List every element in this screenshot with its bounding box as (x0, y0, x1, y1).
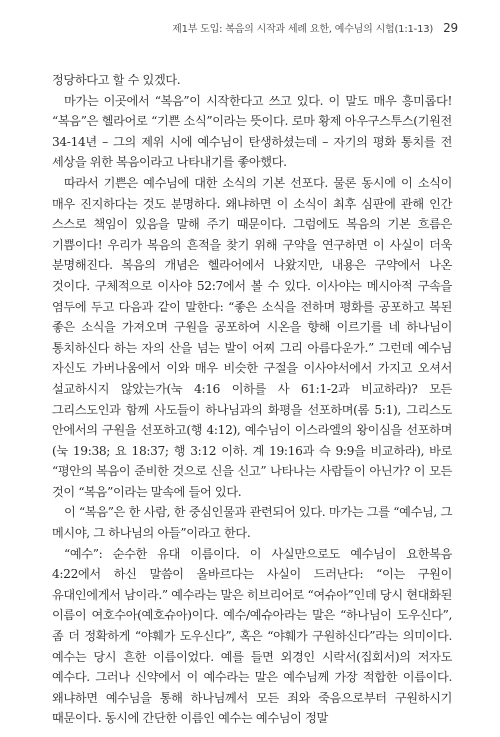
paragraph-good-news: 따라서 기쁜은 예수님에 대한 소식의 기본 선포다. 물론 동시에 이 소식이 매우 진지하다는 것도 분명하다. 왜냐하면 이 소식이 최후 심판에 관해 인간 스스로 책임이 있음을 말해 주기 때문이다. 그럼에도 복음의 기본 흐름은 기쁨이다! 우리가 복음의 흔적을 찾기 위해 구약을 연구하면 이 사실이 더욱 분명해진다. 복음의 개념은 헬라어에서 나왔지만, 내용은 구약에서 나온 것이다. 구체적으로 이사야 52:7에서 볼 수 있다. 이사야는 메시아적 구속을 염두에 두고 다음과 같이 말한다: “좋은 소식을 전하며 평화를 공포하고 복된 좋은 소식을 가져오며 구원을 공포하여 시온을 향해 이르기를 네 하나님이 통치하신다 하는 자의 산을 넘는 발이 어찌 그리 아름다운가.” 그런데 예수님 자신도 가버나움에서 이와 매우 비슷한 구절을 이사야서에서 가지고 오셔서 설교하시지 않았는가(눅 4:16 이하를 사 61:1-2과 비교하라)? 모든 그리스도인과 함께 사도들이 하나님과의 화평을 선포하며(롬 5:1), 그리스도 안에서의 구원을 선포하고(행 4:12), 예수님이 이스라엘의 왕이심을 선포하며(눅 19:38; 요 18:37; 행 3:12 이하. 계 19:16과 슥 9:9을 비교하라), 바로 “평안의 복음이 준비한 것으로 신을 신고” 나타나는 사람들이 아닌가? 이 모든 것이 “복음”이라는 말속에 들어 있다. (52, 175, 452, 499)
paragraph-gospel-meaning: 마가는 이곳에서 “복음”이 시작한다고 쓰고 있다. 이 말도 매우 흥미롭다! “복음”은 헬라어로 “기쁜 소식”이라는 뜻이다. 로마 황제 아우구스투스(기원전 34-14년 – 그의 제위 시에 예수님이 탄생하셨는데 – 자기의 평화 통치를 전 세상을 위한 복음이라고 나타내기를 좋아했다. (52, 93, 452, 170)
paragraph-name-jesus: “예수”: 순수한 유대 이름이다. 이 사실만으로도 예수님이 요한복음 4:22에서 하신 말씀이 올바르다는 사실이 드러난다: “이는 구원이 유대인에게서 남이라.” 예수라는 말은 히브리어로 “여슈아”인데 당시 현대화된 이름이 여호수아(예호슈아)이다. 예수/예슈아라는 말은 “하나님이 도우신다”, 좀 더 정확하게 “야훼가 도우신다”, 혹은 “야훼가 구원하신다”라는 의미이다. 예수는 당시 흔한 이름이었다. 예를 들면 외경인 시락서(집회서)의 저자도 예수다. 그러나 신약에서 이 예수라는 말은 예수님께 가장 적합한 이름이다. 왜냐하면 예수님을 통해 하나님께서 모든 죄와 죽음으로부터 구원하시기 때문이다. 동시에 간단한 이름인 예수는 예수님이 정말 (52, 546, 452, 726)
paragraph-continuation: 정당하다고 할 수 있겠다. (52, 73, 181, 87)
body-text (52, 70, 452, 729)
page-number: 29 (443, 21, 458, 35)
paragraph-central-person: 이 “복음”은 한 사람, 한 중심인물과 관련되어 있다. 마가는 그를 “예수님, 그 메시야, 그 하나님의 아들”이라고 한다. (52, 505, 452, 541)
running-header (172, 20, 458, 35)
running-title: 제1부 도입: 복음의 시작과 세례 요한, 예수님의 시험(1:1-13) (172, 24, 434, 35)
